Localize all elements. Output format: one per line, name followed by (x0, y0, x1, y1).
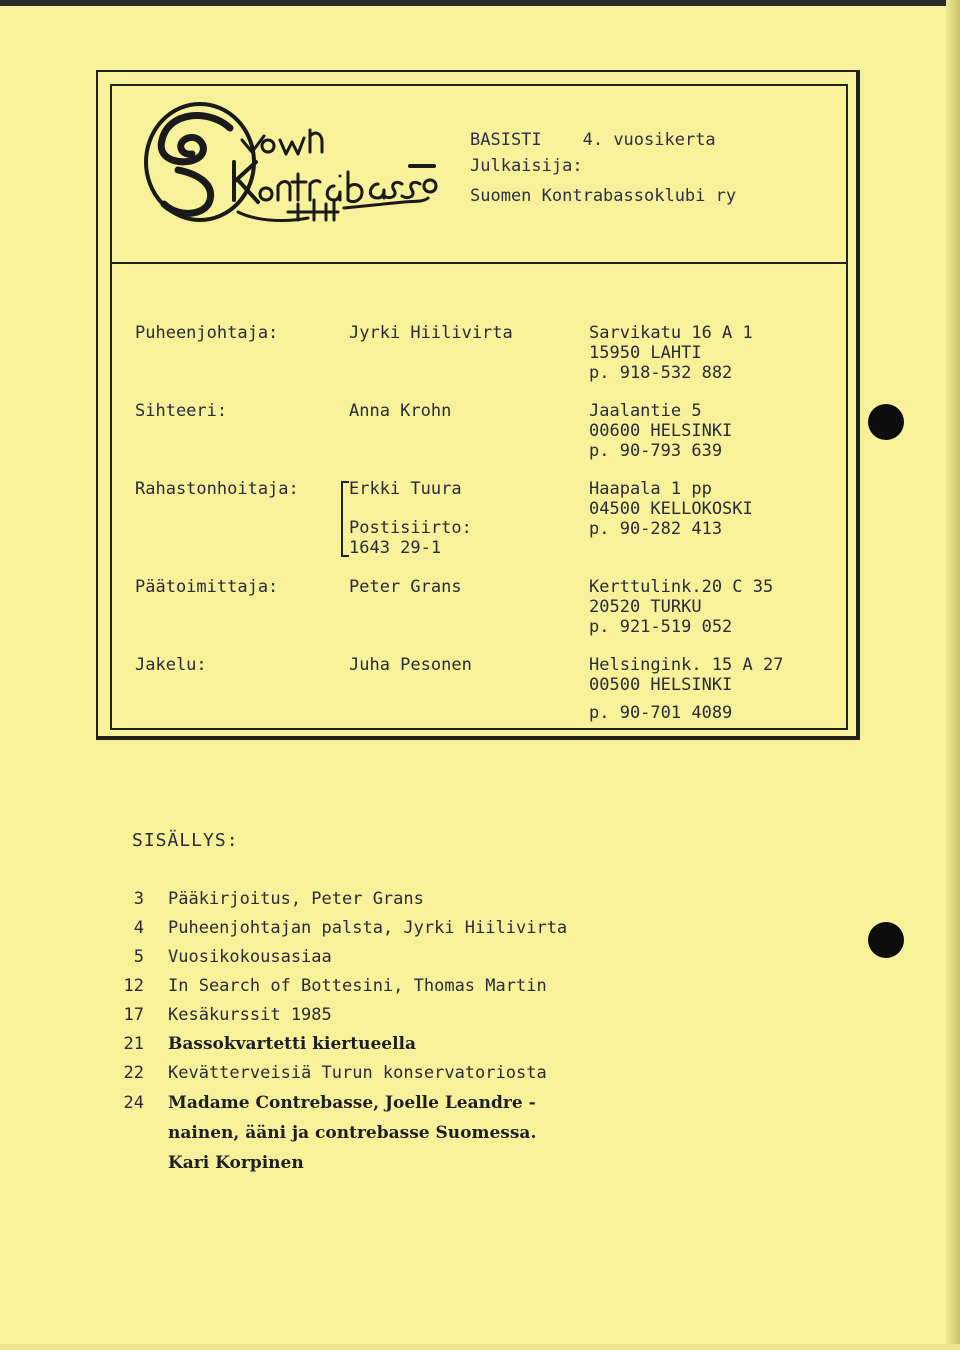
toc-item: Bassokvartetti kiertueella (168, 1034, 417, 1054)
toc-item-continuation: nainen, ääni ja contrebasse Suomessa. (168, 1123, 537, 1143)
treasurer-label: Rahastonhoitaja: (135, 479, 299, 499)
toc-item: Pääkirjoitus, Peter Grans (168, 889, 424, 909)
chair-street: Sarvikatu 16 A 1 (589, 323, 753, 343)
distribution-name: Juha Pesonen (349, 655, 472, 675)
secretary-phone: p. 90-793 639 (589, 441, 723, 461)
distribution-label: Jakelu: (135, 655, 207, 675)
toc-item: Kevätterveisiä Turun konservatoriosta (168, 1063, 547, 1083)
punch-hole-lower (868, 922, 904, 958)
distribution-city: 00500 HELSINKI (589, 675, 733, 695)
editor-street: Kerttulink.20 C 35 (589, 577, 774, 597)
toc-title: SISÄLLYS: (132, 830, 239, 851)
page-top-edge (0, 0, 960, 6)
secretary-name: Anna Krohn (349, 401, 452, 421)
toc-page-number: 22 (123, 1063, 144, 1083)
page-bottom-edge (0, 1344, 960, 1350)
page-right-edge (946, 0, 960, 1350)
toc-item-author: Kari Korpinen (168, 1153, 304, 1173)
toc-item: Puheenjohtajan palsta, Jyrki Hiilivirta (168, 918, 568, 938)
treasurer-name: Erkki Tuura (349, 479, 462, 499)
editor-label: Päätoimittaja: (135, 577, 279, 597)
publisher-name: Suomen Kontrabassoklubi ry (470, 186, 737, 206)
editor-city: 20520 TURKU (589, 597, 702, 617)
toc-page-number: 3 (133, 889, 144, 909)
punch-hole-upper (868, 404, 904, 440)
chair-city: 15950 LAHTI (589, 343, 702, 363)
secretary-street: Jaalantie 5 (589, 401, 702, 421)
treasurer-giro-label: Postisiirto: (349, 518, 472, 538)
club-logo (138, 100, 438, 230)
treasurer-city: 04500 KELLOKOSKI (589, 499, 753, 519)
editor-phone: p. 921-519 052 (589, 617, 733, 637)
treasurer-bracket (341, 481, 349, 557)
toc-page-number: 5 (133, 947, 144, 967)
distribution-street: Helsingink. 15 A 27 (589, 655, 784, 675)
treasurer-phone: p. 90-282 413 (589, 519, 723, 539)
secretary-label: Sihteeri: (135, 401, 228, 421)
header-divider (110, 262, 848, 264)
toc-item: Vuosikokousasiaa (168, 947, 332, 967)
toc-item: Madame Contrebasse, Joelle Leandre - (168, 1093, 536, 1113)
treasurer-street: Haapala 1 pp (589, 479, 712, 499)
treasurer-giro-number: 1643 29-1 (349, 538, 442, 558)
chair-label: Puheenjohtaja: (135, 323, 279, 343)
toc-item: In Search of Bottesini, Thomas Martin (168, 976, 547, 996)
editor-name: Peter Grans (349, 577, 462, 597)
publication-title: BASISTI 4. vuosikerta (470, 130, 716, 150)
secretary-city: 00600 HELSINKI (589, 421, 733, 441)
distribution-phone: p. 90-701 4089 (589, 703, 733, 723)
toc-page-number: 12 (123, 976, 144, 996)
toc-page-number: 17 (123, 1005, 144, 1025)
toc-page-number: 24 (123, 1093, 144, 1113)
chair-name: Jyrki Hiilivirta (349, 323, 513, 343)
toc-page-number: 21 (123, 1034, 144, 1054)
publisher-label: Julkaisija: (470, 156, 583, 176)
toc-item: Kesäkurssit 1985 (168, 1005, 332, 1025)
toc-page-number: 4 (133, 918, 144, 938)
chair-phone: p. 918-532 882 (589, 363, 733, 383)
